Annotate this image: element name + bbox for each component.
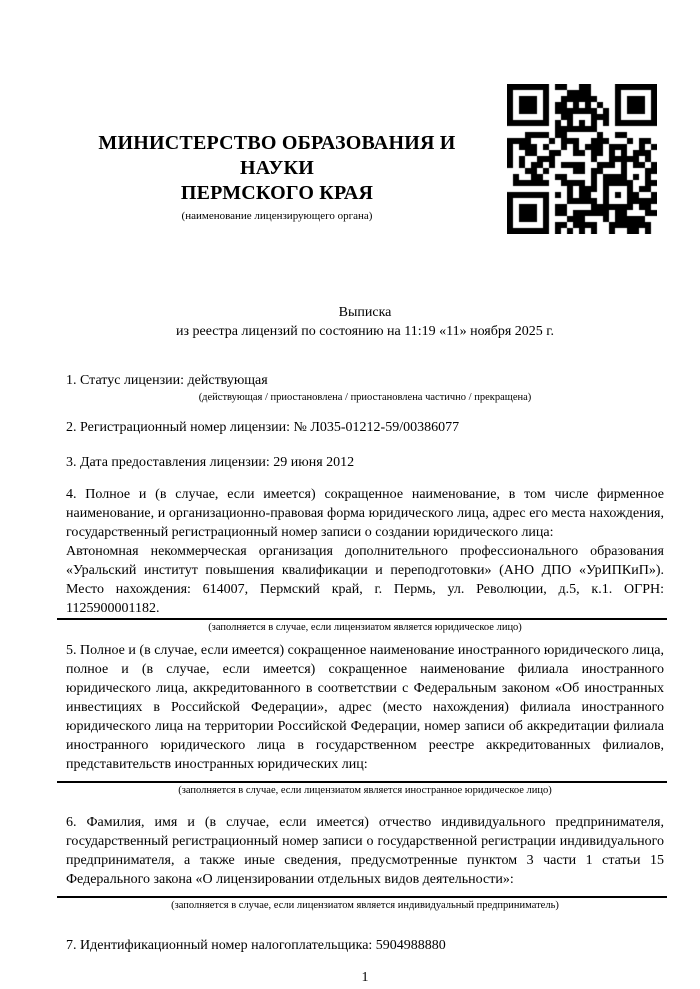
foreign-entity-caption: (заполняется в случае, если лицензиатом является иностранное юридическое лицо)	[178, 785, 552, 796]
document-title-line2: из реестра лицензий по состоянию на 11:19 «11» ноября 2025 г.	[176, 324, 554, 339]
legal-entity-caption: (заполняется в случае, если лицензиатом является юридическое лицо)	[208, 622, 522, 633]
document-body	[66, 0, 664, 987]
license-grant-date: 3. Дата предоставления лицензии: 29 июня 2012	[66, 455, 355, 470]
license-status-options-caption: (действующая / приостановлена / приостановлена частично / прекращена)	[198, 392, 532, 403]
document-title-line1: Выписка	[338, 305, 392, 320]
ministry-name-line2: ПЕРМСКОГО КРАЯ	[180, 182, 374, 204]
license-status: 1. Статус лицензии: действующая	[66, 373, 268, 388]
entrepreneur-caption: (заполняется в случае, если лицензиатом является индивидуальный предприниматель)	[171, 900, 559, 911]
entrepreneur-question: 6. Фамилия, имя и (в случае, если имеется) отчество индивидуального предпринимателя, государственный регистрационный номер записи о государственной регистрации индивидуального предпринимателя, а также иные сведения, предусмотренные пунктом 3 части 1 статьи 15 Федерального закона «О лицензировании отдельных видов деятельности»:	[66, 815, 664, 887]
legal-entity-question: 4. Полное и (в случае, если имеется) сокращенное наименование, в том числе фирменное наименование, и организационно-правовая форма юридического лица, адрес его места нахождения, государственный регистрационный номер записи о создании юридического лица:	[66, 487, 664, 540]
page-number: 1	[361, 970, 369, 985]
ministry-caption: (наименование лицензирующего органа)	[181, 210, 373, 222]
ministry-name-line1: МИНИСТЕРСТВО ОБРАЗОВАНИЯ И НАУКИ	[98, 132, 456, 179]
foreign-entity-question: 5. Полное и (в случае, если имеется) сокращенное наименование иностранного юридического лица, полное и (в случае, если имеется) сокращенное наименование филиала иностранного юридического лица, аккредитованного в соответствии с Федеральным законом «Об иностранных инвестициях в Российской Федерации», адрес (место нахождения) филиала иностранного юридического лица на территории Российской Федерации, номер записи об аккредитации филиала иностранного юридического лица в государственном реестре аккредитованных филиалов, представительств иностранных юридических лиц:	[66, 643, 664, 772]
document-title	[66, 303, 664, 341]
legal-entity-answer: Автономная некоммерческая организация дополнительного профессионального образования «Уральский институт повышения квалификации и переподготовки» (АНО ДПО «УрИПКиП»). Место нахождения: 614007, Пермский край, г. Пермь, ул. Революции, д.5, к.1. ОГРН: 1125900001182.	[66, 544, 664, 616]
registration-number: 2. Регистрационный номер лицензии: № Л035-01212-59/00386077	[66, 420, 460, 435]
taxpayer-number: 7. Идентификационный номер налогоплательщика: 5904988880	[66, 938, 446, 953]
